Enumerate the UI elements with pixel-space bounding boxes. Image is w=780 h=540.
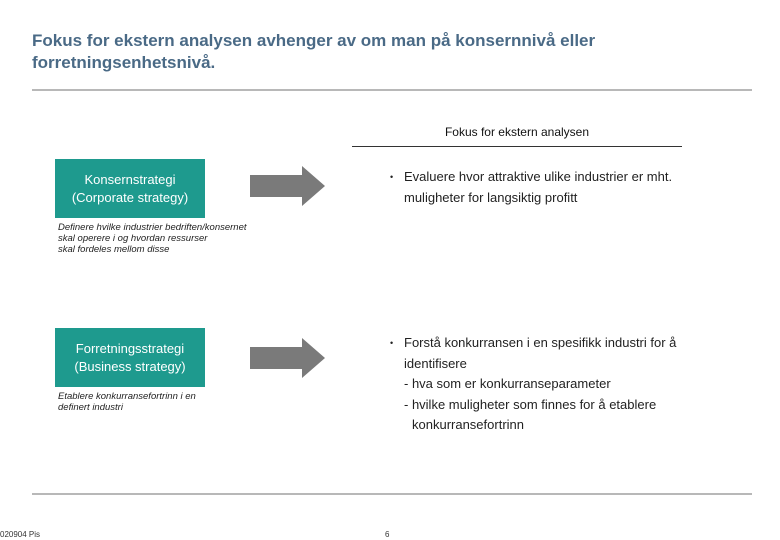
page-number: 6 [385, 530, 390, 539]
bullet-text: Forstå konkurransen i en spesifikk industri for å [404, 335, 677, 350]
bullet-continuation: identifisere [404, 355, 467, 371]
footer-document-id: 020904 Pis [0, 530, 41, 539]
business-strategy-box: Forretningsstrategi (Business strategy) [55, 328, 205, 387]
section-heading: Fokus for ekstern analysen [444, 125, 590, 139]
bullet-icon: • [390, 338, 394, 348]
bullet-continuation: konkurransefortrinn [412, 417, 524, 432]
bullet-continuation: muligheter for langsiktig profitt [404, 189, 578, 205]
arrow-right-icon [250, 338, 325, 378]
bullet-icon: • [390, 172, 394, 182]
arrow-right-icon [250, 166, 325, 206]
corporate-strategy-box: Konsernstrategi (Corporate strategy) [55, 159, 205, 218]
bullet-sub-item: - hvilke muligheter som finnes for å etablere [404, 396, 657, 412]
corporate-strategy-description: Definere hvilke industrier bedriften/konsernet skal operere i og hvordan ressurser skal fordeles mellom disse [58, 222, 247, 255]
footer-divider [32, 493, 752, 495]
section-heading-underline [352, 146, 682, 147]
business-analysis-focus [390, 333, 720, 436]
bullet-text: Evaluere hvor attraktive ulike industrier er mht. [404, 169, 673, 184]
bullet-sub-item: - hva som er konkurranseparameter [404, 376, 611, 391]
business-strategy-description: Etablere konkurransefortrinn i en definert industri [58, 391, 196, 413]
corporate-analysis-focus [390, 167, 720, 208]
page-title: Fokus for ekstern analysen avhenger av om man på konsernnivå eller forretningsenhetsnivå. [32, 31, 596, 72]
title-divider [32, 89, 752, 91]
